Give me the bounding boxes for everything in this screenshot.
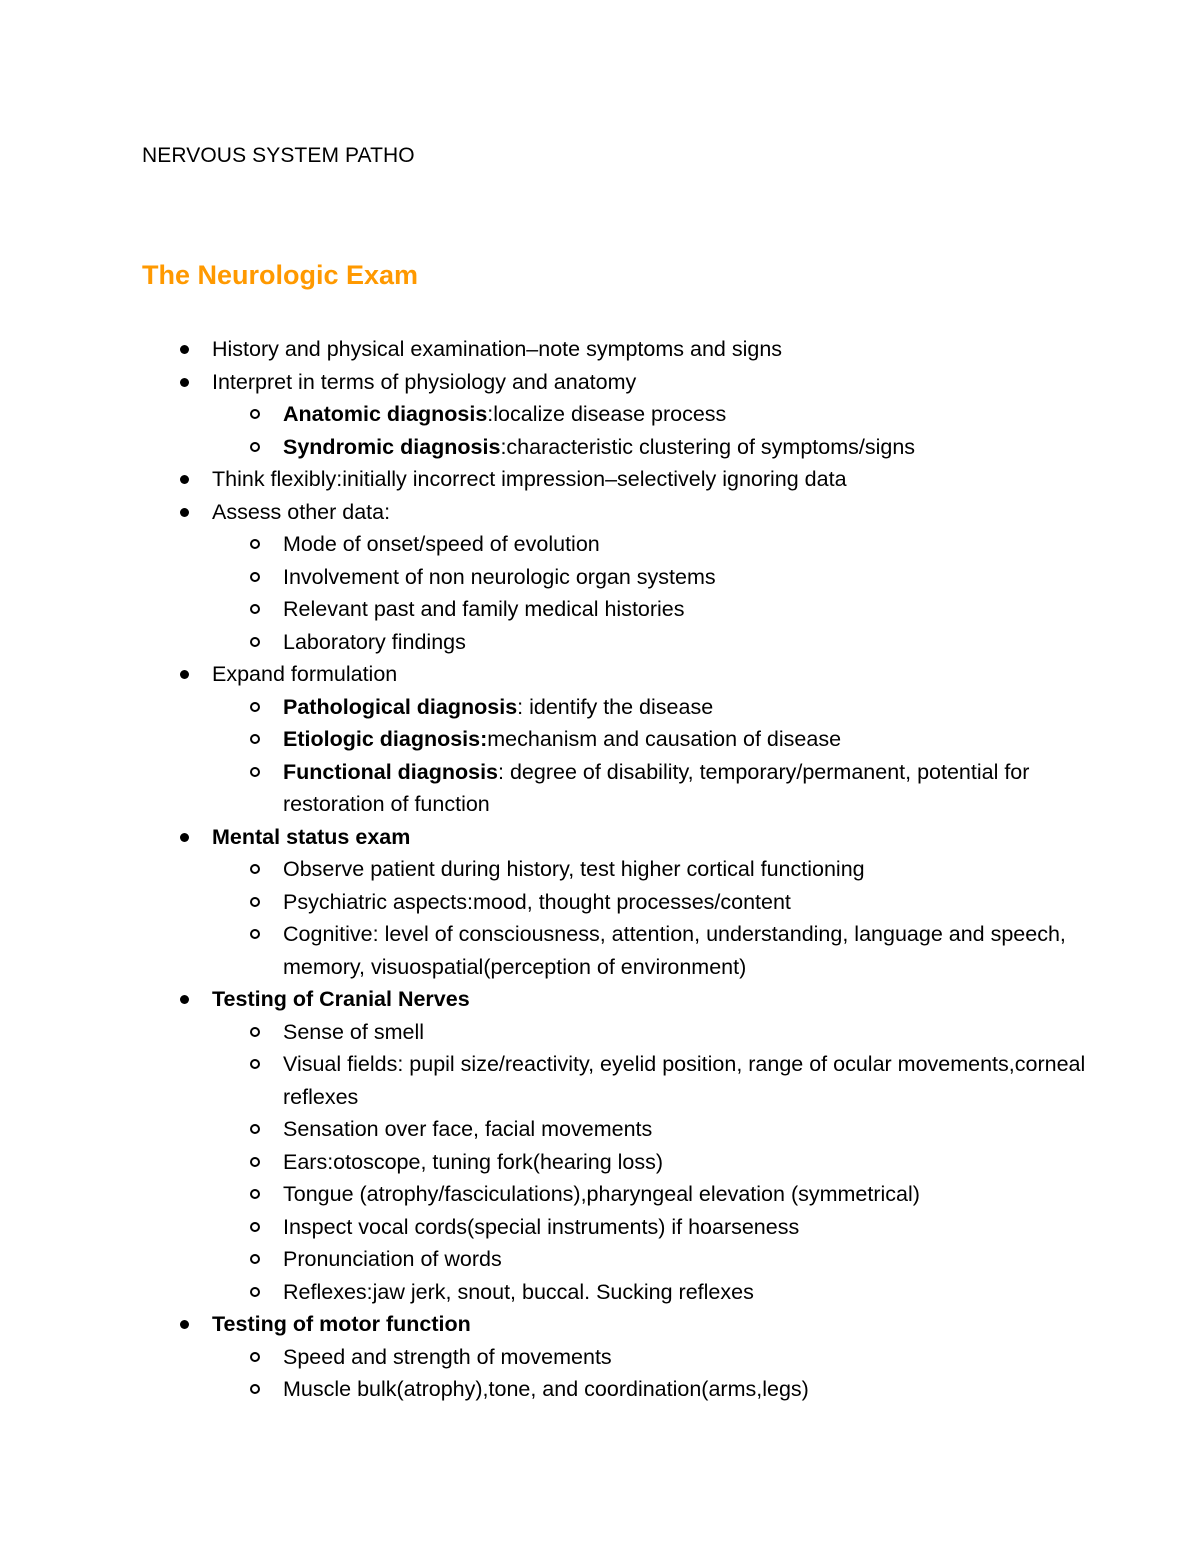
sub-list-item [142, 1341, 1092, 1374]
sub-list-item [142, 1373, 1092, 1406]
bullet-circle-icon [250, 1222, 260, 1232]
list-item [142, 821, 1092, 854]
list-item-text: :localize disease process [487, 402, 727, 426]
list-item-text: Assess other data: [212, 499, 391, 524]
bullet-circle-icon [250, 1027, 260, 1037]
sub-list-item [142, 528, 1092, 561]
sub-list-item [142, 593, 1092, 626]
list-item [142, 658, 1092, 691]
list-item-text: Ears:otoscope, tuning fork(hearing loss) [283, 1149, 664, 1174]
list-item-text: Speed and strength of movements [283, 1344, 612, 1369]
bullet-circle-icon [250, 767, 260, 777]
sub-list-item [142, 756, 1092, 821]
sub-list-item [142, 723, 1092, 756]
bullet-circle-icon [250, 539, 260, 549]
bullet-circle-icon [250, 1352, 260, 1362]
bullet-circle-icon [250, 1059, 260, 1069]
list-item-bold-label: Anatomic diagnosis [283, 402, 488, 426]
bullet-disc-icon [180, 475, 189, 484]
sub-list-item [142, 691, 1092, 724]
sub-list-item [142, 853, 1092, 886]
bullet-disc-icon [180, 508, 189, 517]
list-item-text: Tongue (atrophy/fasciculations),pharyngeal elevation (symmetrical) [283, 1182, 920, 1206]
list-item [142, 496, 1092, 529]
list-item [142, 463, 1092, 496]
bullet-circle-icon [250, 604, 260, 614]
sub-list-item [142, 1113, 1092, 1146]
bullet-circle-icon [250, 409, 260, 419]
list-item-text: Laboratory findings [283, 629, 466, 654]
list-item-text: : degree of disability, temporary/permanent, potential for restoration of function [283, 759, 1030, 816]
list-item-text: Muscle bulk(atrophy),tone, and coordination(arms,legs) [283, 1377, 809, 1401]
bullet-circle-icon [250, 1384, 260, 1394]
list-item-text: Inspect vocal cords(special instruments) if hoarseness [283, 1214, 800, 1239]
bullet-circle-icon [250, 1287, 260, 1297]
bullet-circle-icon [250, 1124, 260, 1134]
sub-list-item [142, 398, 1092, 431]
sub-list-item [142, 1211, 1092, 1244]
list-item-text: History and physical examination–note symptoms and signs [212, 337, 783, 361]
sub-list-item [142, 626, 1092, 659]
list-item-text: :characteristic clustering of symptoms/signs [500, 434, 916, 459]
bullet-circle-icon [250, 702, 260, 712]
sub-list-item [142, 1276, 1092, 1309]
bullet-circle-icon [250, 442, 260, 452]
bullet-list [142, 333, 1092, 1406]
list-item-text: Interpret in terms of physiology and anatomy [212, 369, 637, 394]
bullet-disc-icon [180, 833, 189, 842]
list-item-text: Sensation over face, facial movements [283, 1117, 653, 1141]
bullet-disc-icon [180, 378, 189, 387]
sub-list-item [142, 1243, 1092, 1276]
list-item-text: : identify the disease [517, 694, 714, 719]
bullet-circle-icon [250, 1189, 260, 1199]
list-item-text: Involvement of non neurologic organ systems [283, 564, 716, 589]
list-item [142, 1308, 1092, 1341]
sub-list-item [142, 1146, 1092, 1179]
bullet-disc-icon [180, 1320, 189, 1329]
sub-list-item [142, 1016, 1092, 1049]
list-item-text: Relevant past and family medical histories [283, 597, 685, 621]
bullet-disc-icon [180, 995, 189, 1004]
sub-list-item [142, 918, 1092, 983]
bullet-circle-icon [250, 637, 260, 647]
sub-list-item [142, 886, 1092, 919]
bullet-disc-icon [180, 345, 189, 354]
list-item [142, 333, 1092, 366]
list-item-bold-label: Pathological diagnosis [283, 694, 518, 719]
list-item-bold-label: Mental status exam [212, 824, 411, 849]
list-item-text: Expand formulation [212, 662, 398, 686]
section-heading: The Neurologic Exam [142, 260, 419, 290]
list-item-text: Mode of onset/speed of evolution [283, 532, 600, 556]
list-item-bold-label: Functional diagnosis [283, 759, 499, 784]
document-title: NERVOUS SYSTEM PATHO [142, 144, 415, 167]
list-item-bold-label: Etiologic diagnosis: [283, 727, 488, 751]
list-item-text: Reflexes:jaw jerk, snout, buccal. Sucking reflexes [283, 1279, 754, 1304]
bullet-circle-icon [250, 1157, 260, 1167]
list-item-bold-label: Testing of Cranial Nerves [212, 987, 470, 1011]
sub-list-item [142, 561, 1092, 594]
list-item-text: mechanism and causation of disease [487, 727, 842, 751]
bullet-circle-icon [250, 572, 260, 582]
bullet-circle-icon [250, 929, 260, 939]
bullet-circle-icon [250, 1254, 260, 1264]
list-item-text: Think flexibly:initially incorrect impression–selectively ignoring data [212, 467, 847, 491]
list-item-text: Psychiatric aspects:mood, thought processes/content [283, 889, 791, 914]
list-item-bold-label: Testing of motor function [212, 1312, 471, 1336]
sub-list-item [142, 431, 1092, 464]
list-item [142, 366, 1092, 399]
bullet-circle-icon [250, 897, 260, 907]
bullet-circle-icon [250, 864, 260, 874]
sub-list-item [142, 1048, 1092, 1113]
list-item-text: Cognitive: level of consciousness, attention, understanding, language and speech, memory, visuospatial(perception of environment) [283, 922, 1066, 979]
list-item-text: Observe patient during history, test higher cortical functioning [283, 857, 865, 881]
list-item-bold-label: Syndromic diagnosis [283, 434, 501, 459]
bullet-circle-icon [250, 734, 260, 744]
list-item-text: Sense of smell [283, 1019, 425, 1044]
bullet-disc-icon [180, 670, 189, 679]
list-item [142, 983, 1092, 1016]
sub-list-item [142, 1178, 1092, 1211]
list-item-text: Visual fields: pupil size/reactivity, eyelid position, range of ocular movements,corneal reflexes [283, 1052, 1086, 1109]
list-item-text: Pronunciation of words [283, 1247, 502, 1271]
